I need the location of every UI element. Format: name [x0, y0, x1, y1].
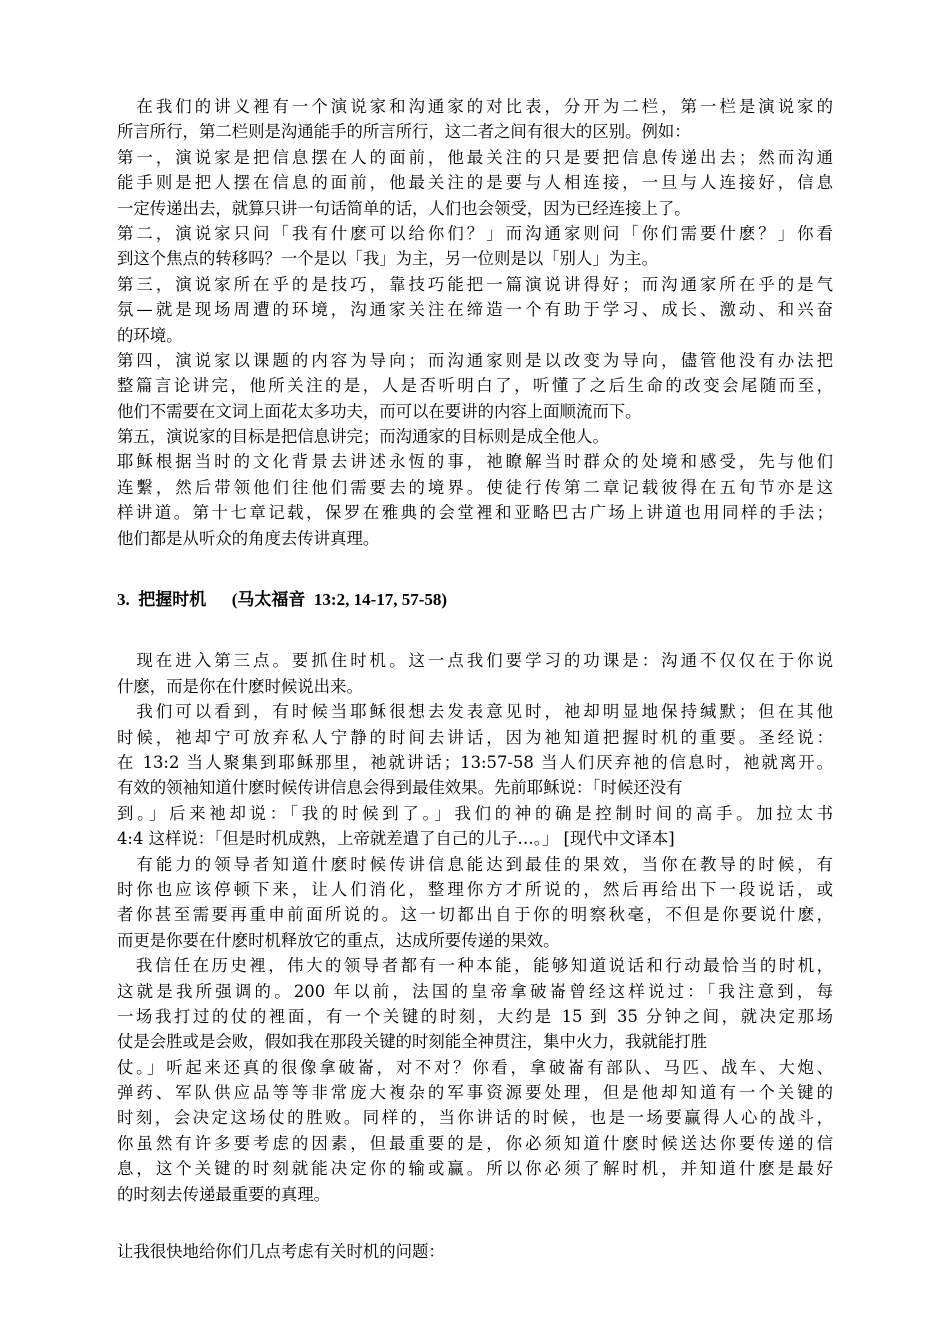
text-line: 4:4 这样说：「但是时机成熟，上帝就差遣了自己的儿子…。」 [现代中文译本]: [117, 829, 675, 849]
text-line: 现在进入第三点。要抓住时机。这一点我们要学习的功课是：沟通不仅仅在于你说: [117, 651, 833, 671]
text-line: 仗是会胜或是会败，假如我在那段关键的时刻能全神贯注，集中火力，我就能打胜: [117, 1032, 708, 1052]
text-line: 的环境。: [117, 325, 183, 345]
text-line: 有能力的领导者知道什麽时候传讲信息能达到最佳的果效，当你在教导的时候，有: [117, 854, 833, 874]
text-line: 一场我打过的仗的裡面，有一个关键的时刻，大约是 15 到 35 分钟之间，就决定那场: [117, 1006, 833, 1026]
closing-line: 让我很快地给你们几点考虑有关时机的问题：: [117, 1242, 445, 1262]
text-line: 的时刻去传递最重要的真理。: [117, 1184, 331, 1204]
text-line: 第一，演说家是把信息摆在人的面前，他最关注的只是要把信息传递出去；然而沟通: [117, 147, 833, 167]
text-line: 而更是你要在什麽时机释放它的重点，达成所要传递的果效。: [117, 930, 560, 950]
text-line: 到。」后来祂却说：「我的时候到了。」我们的神的确是控制时间的高手。加拉太书: [117, 803, 833, 823]
text-line: 连繫，然后带领他们往他们需要去的境界。使徒行传第二章记载彼得在五旬节亦是这: [117, 477, 833, 497]
text-line: 在 13:2 当人聚集到耶稣那里，祂就讲话；13:57-58 当人们厌弃祂的信息时，祂就离开。: [117, 752, 833, 772]
text-line: 这就是我所强调的。200 年以前，法国的皇帝拿破崙曾经这样说过：「我注意到，每: [117, 981, 833, 1001]
text-line: 时你也应该停顿下来，让人们消化，整理你方才所说的，然后再给出下一段说话，或: [117, 879, 833, 899]
text-line: 氛—就是现场周遭的环境，沟通家关注在缔造一个有助于学习、成长、激动、和兴奋: [117, 300, 833, 320]
text-line: 时刻，会决定这场仗的胜败。同样的，当你讲话的时候，也是一场要赢得人心的战斗，: [117, 1108, 833, 1128]
text-line: 整篇言论讲完，他所关注的是，人是否听明白了，听懂了之后生命的改变会尾随而至，: [117, 376, 833, 396]
text-line: 到这个焦点的转移吗？一个是以「我」为主，另一位则是以「别人」为主。: [117, 249, 658, 269]
text-line: 样讲道。第十七章记载，保罗在雅典的会堂裡和亚略巴古广场上讲道也用同样的手法；: [117, 503, 833, 523]
text-line: 第二，演说家只问「我有什麽可以给你们？」而沟通家则问「你们需要什麽？」你看: [117, 223, 833, 243]
text-line: 他们不需要在文词上面花太多功夫，而可以在要讲的内容上面顺流而下。: [117, 401, 642, 421]
text-line: 你虽然有许多要考虑的因素，但最重要的是，你必须知道什麽时候送达你要传递的信: [117, 1133, 833, 1153]
text-line: 能手则是把人摆在信息的面前，他最关注的是要与人相连接，一旦与人连接好，信息: [117, 173, 833, 193]
text-line: 我信任在历史裡，伟大的领导者都有一种本能，能够知道说话和行动最恰当的时机，: [117, 956, 833, 976]
text-line: 他们都是从听众的角度去传讲真理。: [117, 528, 380, 548]
text-line: 一定传递出去，就算只讲一句话简单的话，人们也会领受，因为已经连接上了。: [117, 198, 691, 218]
text-line: 息，这个关键的时刻就能决定你的输或赢。所以你必须了解时机，并知道什麽是最好: [117, 1159, 833, 1179]
text-line: 第四，演说家以课题的内容为导向；而沟通家则是以改变为导向，儘管他没有办法把: [117, 350, 833, 370]
document-page: [117, 94, 833, 1264]
text-line: 有效的领袖知道什麽时候传讲信息会得到最佳效果。先前耶稣说：「时候还没有: [117, 778, 683, 798]
spacer: [117, 612, 833, 648]
text-line: 什麽，而是你在什麽时候说出来。: [117, 676, 363, 696]
intro-section: [117, 94, 833, 551]
timing-section: [117, 648, 833, 1207]
text-line: 所言所行，第二栏则是沟通能手的所言所行，这二者之间有很大的区别。例如：: [117, 122, 691, 142]
text-line: 在我们的讲义裡有一个演说家和沟通家的对比表，分开为二栏，第一栏是演说家的: [117, 97, 833, 116]
text-line: 我们可以看到，有时候当耶稣很想去发表意见时，祂却明显地保持缄默；但在其他: [117, 702, 833, 722]
text-line: 弹药、军队供应品等等非常庞大複杂的军事资源要处理，但是他却知道有一个关键的: [117, 1083, 833, 1103]
section-heading: 3. 把握时机 (马太福音 13:2, 14-17, 57-58): [117, 590, 448, 610]
spacer: [117, 551, 833, 577]
text-line: 第三，演说家所在乎的是技巧，靠技巧能把一篇演说讲得好；而沟通家所在乎的是气: [117, 274, 833, 294]
text-line: 仗。」听起来还真的很像拿破崙，对不对？你看，拿破崙有部队、马匹、战车、大炮、: [117, 1057, 833, 1077]
spacer: [117, 1207, 833, 1239]
text-line: 第五，演说家的目标是把信息讲完；而沟通家的目标则是成全他人。: [117, 427, 609, 447]
text-line: 耶稣根据当时的文化背景去讲述永恆的事，祂瞭解当时群众的处境和感受，先与他们: [117, 452, 833, 472]
text-line: 者你甚至需要再重申前面所说的。这一切都出自于你的明察秋毫，不但是你要说什麽，: [117, 905, 833, 925]
text-line: 时候，祂却宁可放弃私人宁静的时间去讲话，因为祂知道把握时机的重要。圣经说：: [117, 727, 833, 747]
